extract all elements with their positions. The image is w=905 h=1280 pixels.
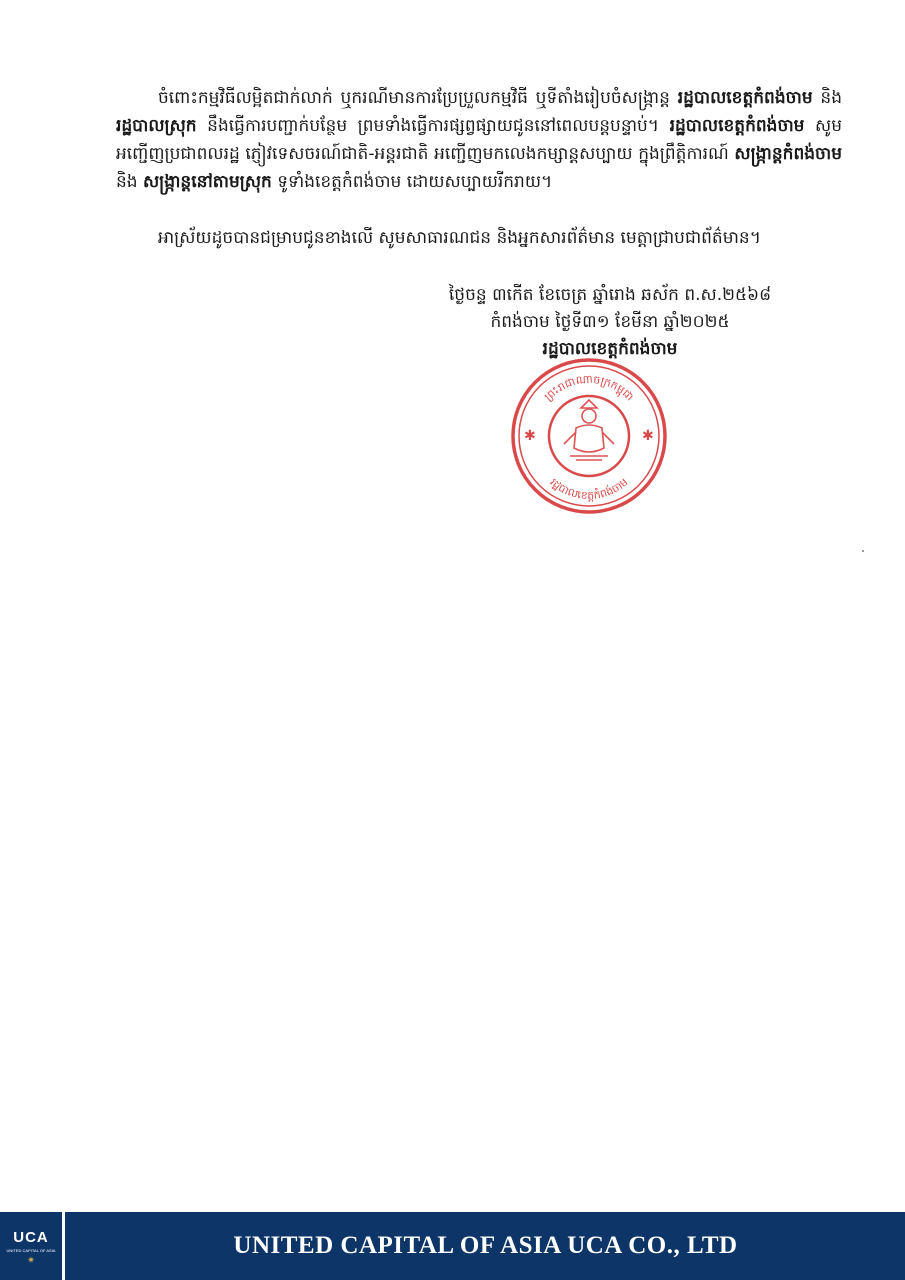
official-seal-stamp: [496, 356, 682, 516]
paragraph-text: សូមអញ្ជើញប្រជាពលរដ្ឋ ភ្ញៀវទេសចរណ៍ជាតិ-អន្តរជាតិ អញ្ជើញមកលេងកម្សាន្តសប្បាយ ក្នុងព្រឹត្តិការណ៍: [116, 116, 842, 164]
bold-entity: សង្ក្រាន្តកំពង់ចាម: [734, 144, 842, 164]
bold-entity: រដ្ឋបាលខេត្តកំពង់ចាម: [669, 116, 805, 136]
svg-text:រដ្ឋបាលខេត្តកំពង់ចាម: [547, 475, 630, 502]
paragraph-text: និង: [116, 172, 143, 192]
guardian-figure-emblem: [564, 400, 614, 460]
bold-entity: រដ្ឋបាលខេត្តកំពង់ចាម: [677, 88, 813, 108]
paragraph-text: នឹងធ្វើការបញ្ជាក់បន្ថែម ព្រមទាំងធ្វើការផ្សព្វផ្សាយជូននៅពេលបន្តបន្ទាប់។: [196, 116, 670, 136]
lunar-date: ថ្ងៃចន្ទ ៣កើត ខែចេត្រ ឆ្នាំរោង ឆស័ក ព.ស.២៥៦៨: [448, 285, 772, 305]
logo-subtext: UNITED CAPITAL OF ASIA: [6, 1248, 56, 1253]
uca-logo: [0, 1212, 65, 1280]
signing-authority: រដ្ឋបាលខេត្តកំពង់ចាម: [542, 339, 678, 359]
paragraph-text: និង: [812, 88, 842, 108]
announcement-paragraph-2: អាស្រ័យដូចបានជម្រាបជូនខាងលើ សូមសាធារណជន និងអ្នកសារព័ត៌មាន មេត្តាជ្រាបជាព័ត៌មាន។: [158, 228, 761, 248]
stamp-text-top: ព្រះរាជាណាចក្រកម្ពុជា: [541, 372, 637, 404]
logo-text: UCA: [13, 1229, 49, 1246]
paragraph-text: ទូទាំងខេត្តកំពង់ចាម ដោយសប្បាយរីករាយ។: [271, 172, 553, 192]
stamp-text-bottom: រដ្ឋបាលខេត្តកំពង់ចាម: [547, 475, 631, 503]
company-name: UNITED CAPITAL OF ASIA UCA CO., LTD: [233, 1232, 738, 1259]
announcement-paragraph-1: [116, 84, 842, 196]
svg-text:ព្រះរាជាណាចក្រកម្ពុជា: [542, 373, 636, 404]
footer-banner: [0, 1212, 905, 1280]
svg-text:✱: ✱: [524, 428, 536, 444]
paragraph-text: ចំពោះកម្មវិធីលម្អិតជាក់លាក់ ឬករណីមានការប្រែប្រួលកម្មវិធី ឬទីតាំងរៀបចំសង្ក្រាន្ត: [158, 88, 678, 108]
bold-entity: រដ្ឋបាលស្រុក: [116, 116, 197, 136]
svg-text:✱: ✱: [642, 428, 654, 444]
solar-date: កំពង់ចាម ថ្ងៃទី៣១ ខែមីនា ឆ្នាំ២០២៥: [490, 312, 730, 332]
speck: [862, 550, 864, 552]
bold-entity: សង្ក្រាន្តនៅតាមស្រុក: [143, 172, 272, 192]
star-icon: ✷: [27, 1256, 35, 1266]
